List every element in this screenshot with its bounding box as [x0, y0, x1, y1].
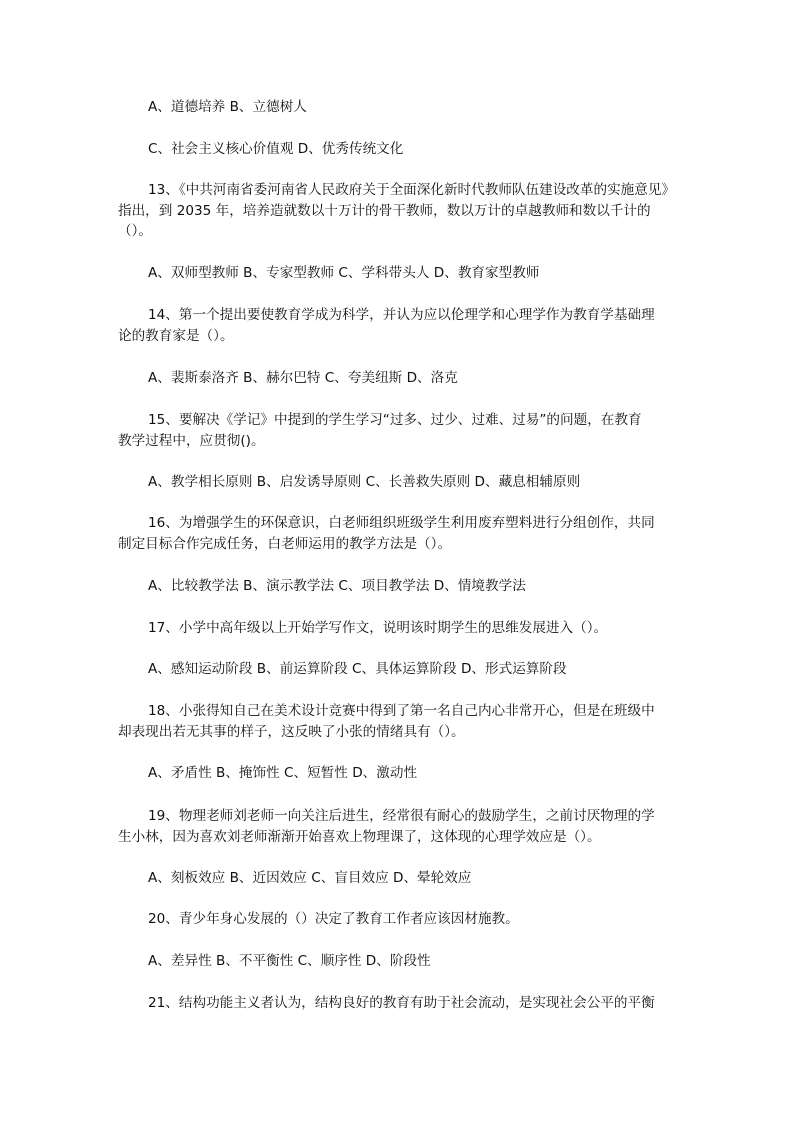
- text-line: 21、结构功能主义者认为，结构良好的教育有助于社会流动，是实现社会公平的平衡: [148, 995, 655, 1011]
- text-line: A、刻板效应 B、近因效应 C、盲目效应 D、晕轮效应: [148, 870, 472, 886]
- answer-options: [118, 263, 688, 284]
- text-line: 13、《中共河南省委河南省人民政府关于全面深化新时代教师队伍建设改革的实施意见》: [148, 182, 676, 198]
- text-line: 制定目标合作完成任务，白老师运用的教学方法是（）。: [118, 535, 452, 552]
- answer-options: [118, 763, 688, 784]
- text-line: 教学过程中，应贯彻()。: [118, 432, 265, 449]
- text-line: 18、小张得知自己在美术设计竞赛中得到了第一名自己内心非常开心，但是在班级中: [148, 703, 655, 719]
- text-line: A、裴斯泰洛齐 B、赫尔巴特 C、夸美纽斯 D、洛克: [148, 370, 458, 386]
- question-paragraph: [118, 701, 688, 742]
- question-paragraph: [118, 305, 688, 346]
- text-line: A、感知运动阶段 B、前运算阶段 C、具体运算阶段 D、形式运算阶段: [148, 661, 567, 677]
- text-line: A、差异性 B、不平衡性 C、顺序性 D、阶段性: [148, 953, 431, 969]
- answer-options: [118, 659, 688, 680]
- text-line: 17、小学中高年级以上开始学写作文，说明该时期学生的思维发展进入（）。: [148, 620, 608, 636]
- text-line: 却表现出若无其事的样子，这反映了小张的情绪具有（）。: [118, 723, 465, 740]
- text-line: 指出，到 2035 年，培养造就数以十万计的骨干教师，数以万计的卓越教师和数以千计的: [118, 202, 651, 219]
- text-line: A、教学相长原则 B、启发诱导原则 C、长善救失原则 D、藏息相辅原则: [148, 474, 581, 490]
- text-line: 15、要解决《学记》中提到的学生学习“过多、过少、过难、过易”的问题，在教育: [148, 412, 642, 428]
- answer-options: [118, 951, 688, 972]
- text-line: 论的教育家是（）。: [118, 327, 234, 344]
- question-paragraph: [118, 806, 688, 847]
- text-line: 20、青少年身心发展的（）决定了教育工作者应该因材施教。: [148, 911, 519, 927]
- text-line: 19、物理老师刘老师一向关注后进生，经常很有耐心的鼓励学生，之前讨厌物理的学: [148, 808, 655, 824]
- text-line: A、比较教学法 B、演示教学法 C、项目教学法 D、情境教学法: [148, 578, 526, 594]
- text-line: 14、第一个提出要使教育学成为科学，并认为应以伦理学和心理学作为教育学基础理: [148, 307, 655, 323]
- question-paragraph: [118, 180, 688, 242]
- question-paragraph: [118, 993, 688, 1014]
- answer-options: [118, 472, 688, 493]
- answer-options: [118, 139, 688, 160]
- question-paragraph: [118, 909, 688, 930]
- text-line: A、双师型教师 B、专家型教师 C、学科带头人 D、教育家型教师: [148, 265, 540, 281]
- text-line: 生小林，因为喜欢刘老师渐渐开始喜欢上物理课了，这体现的心理学效应是（）。: [118, 828, 601, 845]
- text-line: C、社会主义核心价值观 D、优秀传统文化: [148, 141, 404, 157]
- answer-options: [118, 576, 688, 597]
- text-line: A、道德培养 B、立德树人: [148, 99, 307, 115]
- text-line: （）。: [118, 223, 152, 239]
- question-paragraph: [118, 513, 688, 554]
- question-paragraph: [118, 618, 688, 639]
- answer-options: [118, 368, 688, 389]
- text-line: A、矛盾性 B、掩饰性 C、短暂性 D、激动性: [148, 765, 418, 781]
- answer-options: [118, 868, 688, 889]
- text-line: 16、为增强学生的环保意识，白老师组织班级学生利用废弃塑料进行分组创作，共同: [148, 515, 655, 531]
- answer-options: [118, 97, 688, 118]
- question-paragraph: [118, 410, 688, 451]
